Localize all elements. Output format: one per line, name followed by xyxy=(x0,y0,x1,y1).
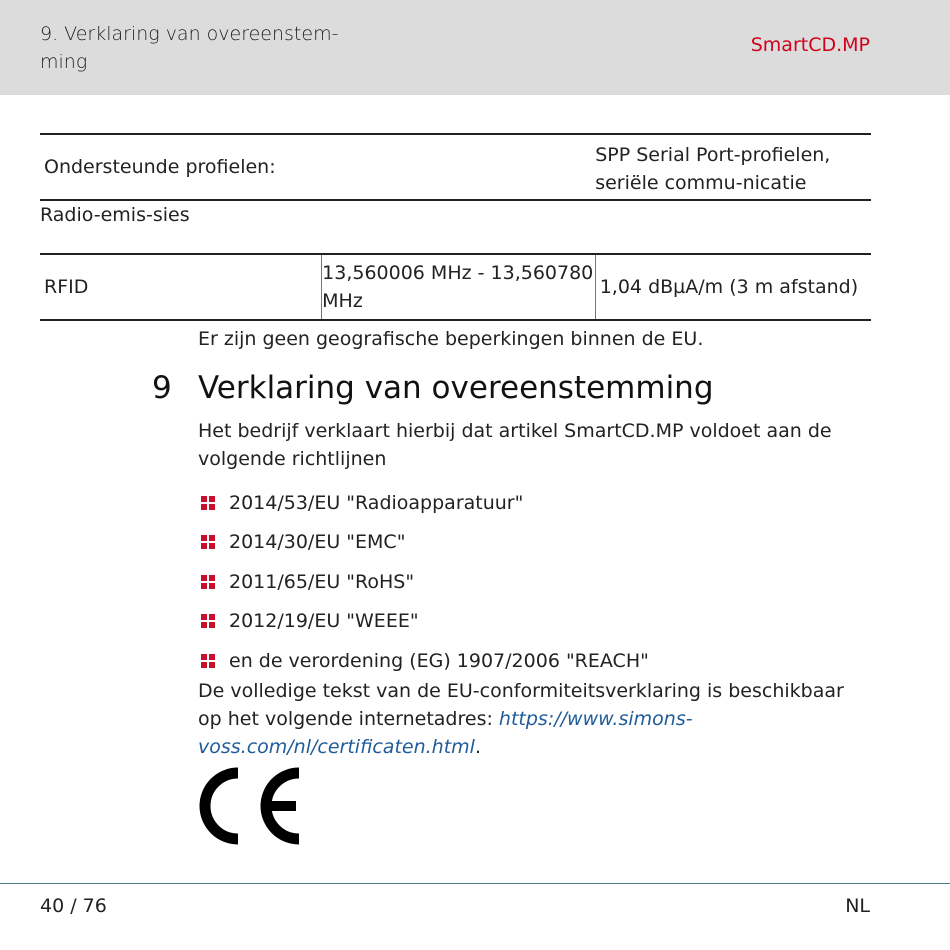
table-cell: Radio-emis-sies xyxy=(40,204,190,226)
section-number: 9 xyxy=(152,370,172,406)
list-item xyxy=(201,602,649,642)
list-item-label: 2014/53/EU "Radioapparatuur" xyxy=(229,491,524,514)
table-cell xyxy=(322,134,596,200)
table-cell: 1,04 dBµA/m (3 m afstand) xyxy=(595,254,871,320)
table-row xyxy=(40,134,871,200)
spec-table xyxy=(40,133,871,321)
list-item xyxy=(201,562,649,602)
page-header xyxy=(0,0,950,95)
footer-divider xyxy=(0,883,950,884)
header-chapter-title: 9. Verklaring van overeenstem-ming xyxy=(40,23,339,73)
section-intro: Het bedrijf verklaart hierbij dat artikel SmartCD.MP voldoet aan de volgende richtlijnen xyxy=(198,420,832,470)
paragraph-text: De volledige tekst van de EU-conformiteitsverklaring is beschikbaar op het volgende internetadres: xyxy=(198,680,844,730)
table-cell: 13,560006 MHz - 13,560780 MHz xyxy=(322,254,596,320)
list-item-label: 2014/30/EU "EMC" xyxy=(229,531,406,554)
table-cell: SPP Serial Port-profielen, seriële commu-nicatie xyxy=(595,144,831,194)
red-square-bullet-icon xyxy=(201,575,215,589)
table-cell xyxy=(322,200,596,254)
certificates-link[interactable]: https://www.simons-voss.com/nl/certificaten.html xyxy=(198,708,693,758)
geographic-note: Er zijn geen geografische beperkingen binnen de EU. xyxy=(198,328,704,350)
list-item-label: 2011/65/EU "RoHS" xyxy=(229,570,415,593)
red-square-bullet-icon xyxy=(201,654,215,668)
table-cell: Ondersteunde profielen: xyxy=(44,156,276,178)
paragraph-end: . xyxy=(474,736,481,758)
table-cell: RFID xyxy=(44,276,89,298)
page-number: 40 / 76 xyxy=(40,895,107,917)
directive-list xyxy=(201,483,649,681)
list-item-label: en de verordening (EG) 1907/2006 "REACH" xyxy=(229,649,649,672)
conformity-paragraph xyxy=(198,677,868,761)
language-code: NL xyxy=(845,895,870,917)
list-item xyxy=(201,523,649,563)
table-row xyxy=(40,200,871,254)
ce-mark-icon xyxy=(198,766,308,846)
list-item xyxy=(201,483,649,523)
list-item-label: 2012/19/EU "WEEE" xyxy=(229,610,419,633)
red-square-bullet-icon xyxy=(201,496,215,510)
list-item xyxy=(201,641,649,681)
red-square-bullet-icon xyxy=(201,614,215,628)
table-cell xyxy=(595,200,871,254)
red-square-bullet-icon xyxy=(201,535,215,549)
section-title: Verklaring van overeenstemming xyxy=(198,370,714,406)
header-product-name: SmartCD.MP xyxy=(750,34,870,56)
table-row xyxy=(40,254,871,320)
